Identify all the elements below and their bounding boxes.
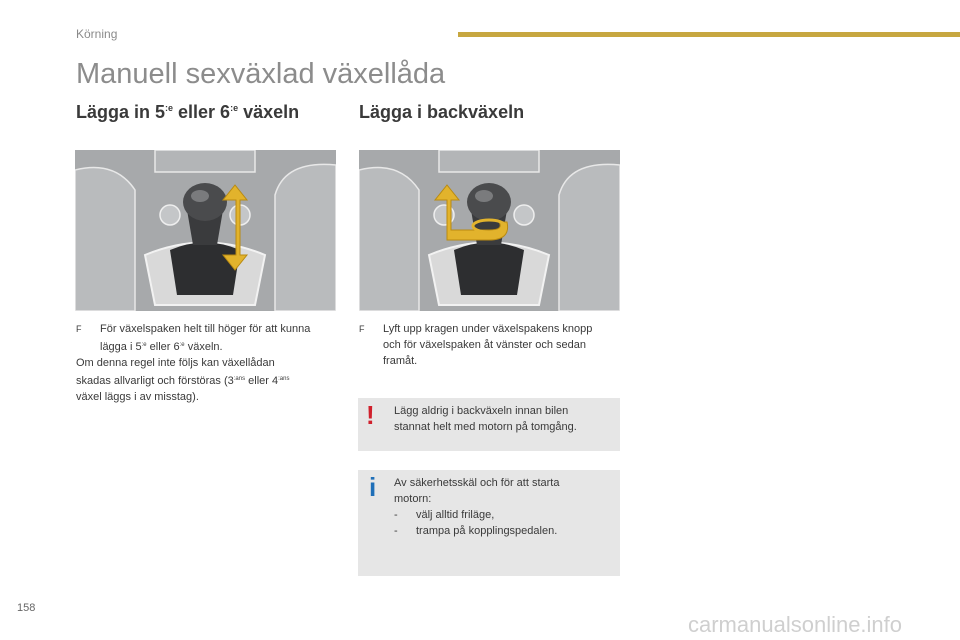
warning-box: [358, 398, 620, 451]
heading-fifth-sixth-gear: Lägga in $5^{:e}$ eller $6^{:e}$ växeln: [76, 102, 300, 122]
watermark: carmanualsonline.info: [688, 612, 903, 637]
bullet-icon: F: [76, 324, 82, 334]
gear-lever-illustration-fifth-sixth: [75, 150, 336, 311]
left-para-line-1: Om denna regel inte följs kan växellådan: [76, 357, 275, 369]
info-list-item: - trampa på kopplingspedalen.: [394, 525, 558, 537]
right-bullet-line-2: och för växelspaken åt vänster och sedan: [383, 339, 587, 351]
right-instruction-text: [359, 321, 629, 369]
info-icon: i: [369, 472, 377, 502]
left-para-line-3: växel läggs i av misstag).: [76, 391, 199, 403]
right-bullet-line-1: Lyft upp kragen under växelspakens knopp: [383, 323, 593, 335]
right-bullet-line-3: framåt.: [383, 355, 418, 367]
section-label: Körning: [76, 27, 118, 41]
left-para-line-2: skadas allvarligt och förstöras ($3^{:ans}$ eller $4^{:ans}$: [76, 375, 290, 387]
info-list-item: - välj alltid friläge,: [394, 509, 495, 521]
info-text: Av säkerhetsskäl och för att starta motorn: - välj alltid friläge, - trampa på kopplingspedalen.: [394, 477, 560, 537]
gear-lever-illustration-reverse: [359, 150, 620, 311]
page-title: Manuell sexväxlad växellåda: [76, 58, 446, 90]
left-instruction-text: [76, 321, 346, 405]
left-bullet-line-1: För växelspaken helt till höger för att kunna: [100, 323, 311, 335]
warning-exclamation-icon: !: [366, 400, 375, 430]
left-bullet-line-2: lägga i $5^{:e}$ eller $6^{:e}$ växeln.: [100, 341, 223, 353]
header-rule: [458, 32, 960, 37]
bullet-icon: F: [359, 324, 365, 334]
page-number: 158: [17, 602, 36, 614]
heading-reverse-gear: Lägga i backväxeln: [359, 102, 525, 122]
info-box: [358, 470, 620, 576]
warning-text: Lägg aldrig i backväxeln innan bilen stannat helt med motorn på tomgång.: [394, 405, 577, 433]
